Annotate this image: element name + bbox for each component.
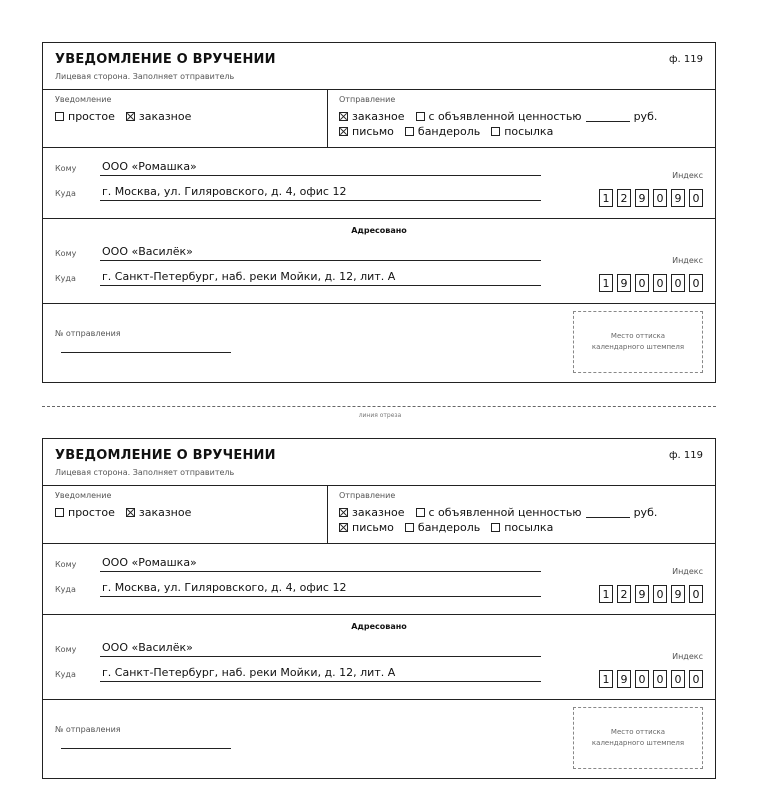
option-small-parcel[interactable] — [405, 125, 480, 138]
index-digit[interactable]: 0 — [689, 585, 703, 603]
shipment-number-section — [43, 699, 715, 779]
index-digit[interactable]: 0 — [671, 274, 685, 292]
addressed-block — [43, 614, 715, 700]
checkbox-parcel[interactable] — [491, 127, 500, 136]
to-label: Кому — [55, 164, 77, 173]
index-digit[interactable]: 0 — [653, 189, 667, 207]
index-digit[interactable]: 0 — [689, 189, 703, 207]
index-digit[interactable]: 1 — [599, 189, 613, 207]
index-digit[interactable]: 9 — [617, 670, 631, 688]
index-digit[interactable]: 9 — [635, 585, 649, 603]
to-field[interactable]: ООО «Ромашка» — [100, 556, 541, 572]
index-label: Индекс — [672, 256, 703, 265]
shipment-label: Отправление — [339, 491, 396, 500]
checkbox-letter[interactable] — [339, 523, 348, 532]
option-parcel-label: посылка — [504, 521, 554, 534]
options-row — [43, 485, 715, 544]
shipment-number-section — [43, 303, 715, 383]
cut-line-label: линия отреза — [358, 412, 402, 419]
option-simple[interactable] — [55, 110, 115, 123]
shipment-number-label: № отправления — [55, 725, 121, 734]
index-label: Индекс — [672, 652, 703, 661]
where-label: Куда — [55, 274, 76, 283]
form-header — [43, 43, 715, 90]
shipment-number-field[interactable] — [61, 748, 231, 749]
index-digit[interactable]: 0 — [653, 585, 667, 603]
option-shipment-registered[interactable] — [339, 506, 405, 519]
index-field[interactable] — [595, 585, 703, 603]
where-label: Куда — [55, 585, 76, 594]
option-letter[interactable] — [339, 125, 394, 138]
index-digit[interactable]: 9 — [617, 274, 631, 292]
option-small-parcel-label: бандероль — [417, 125, 481, 138]
cut-line — [42, 406, 716, 407]
checkbox-letter[interactable] — [339, 127, 348, 136]
index-label: Индекс — [672, 171, 703, 180]
form-number: ф. 119 — [669, 450, 703, 461]
option-parcel-label: посылка — [504, 125, 554, 138]
shipment-type-section — [327, 485, 715, 543]
option-declared-value[interactable] — [416, 506, 582, 519]
index-digit[interactable]: 0 — [689, 670, 703, 688]
to-field[interactable]: ООО «Василёк» — [100, 641, 541, 657]
index-digit[interactable]: 2 — [617, 585, 631, 603]
postmark-area: Место оттиска календарного штемпеля — [573, 311, 703, 373]
to-field[interactable]: ООО «Василёк» — [100, 245, 541, 261]
option-registered-label: заказное — [138, 506, 192, 519]
checkbox-declared-value[interactable] — [416, 508, 425, 517]
index-field[interactable] — [595, 189, 703, 207]
option-simple-label: простое — [68, 506, 115, 519]
checkbox-declared-value[interactable] — [416, 112, 425, 121]
index-digit[interactable]: 9 — [671, 189, 685, 207]
currency-label: руб. — [633, 506, 658, 519]
notification-label: Уведомление — [55, 491, 112, 500]
where-label: Куда — [55, 189, 76, 198]
form-title: УВЕДОМЛЕНИЕ О ВРУЧЕНИИ — [55, 448, 276, 463]
form-number: ф. 119 — [669, 54, 703, 65]
addressed-heading: Адресовано — [351, 622, 407, 631]
checkbox-registered[interactable] — [126, 508, 135, 517]
notification-type-section — [43, 485, 328, 543]
shipment-label: Отправление — [339, 95, 396, 104]
where-field[interactable]: г. Москва, ул. Гиляровского, д. 4, офис 12 — [100, 185, 541, 201]
index-label: Индекс — [672, 567, 703, 576]
option-parcel[interactable] — [491, 125, 553, 138]
option-simple[interactable] — [55, 506, 115, 519]
checkbox-simple[interactable] — [55, 508, 64, 517]
form-subtitle: Лицевая сторона. Заполняет отправитель — [55, 468, 235, 477]
option-registered[interactable] — [126, 506, 192, 519]
option-declared-value-label: с объявленной ценностью — [428, 506, 582, 519]
index-digit[interactable]: 0 — [653, 670, 667, 688]
where-field[interactable]: г. Санкт-Петербург, наб. реки Мойки, д. 12, лит. А — [100, 270, 541, 286]
checkbox-simple[interactable] — [55, 112, 64, 121]
where-field[interactable]: г. Санкт-Петербург, наб. реки Мойки, д. 12, лит. А — [100, 666, 541, 682]
option-shipment-registered[interactable] — [339, 110, 405, 123]
form-header — [43, 439, 715, 486]
checkbox-shipment-registered[interactable] — [339, 508, 348, 517]
option-registered-label: заказное — [138, 110, 192, 123]
index-field[interactable] — [595, 274, 703, 292]
shipment-type-section — [327, 89, 715, 147]
option-declared-value-label: с объявленной ценностью — [428, 110, 582, 123]
form-subtitle: Лицевая сторона. Заполняет отправитель — [55, 72, 235, 81]
checkbox-small-parcel[interactable] — [405, 127, 414, 136]
checkbox-registered[interactable] — [126, 112, 135, 121]
index-digit[interactable]: 9 — [671, 585, 685, 603]
option-letter-label: письмо — [352, 521, 394, 534]
form-title: УВЕДОМЛЕНИЕ О ВРУЧЕНИИ — [55, 52, 276, 67]
index-digit[interactable]: 0 — [653, 274, 667, 292]
index-digit[interactable]: 0 — [635, 670, 649, 688]
option-small-parcel[interactable] — [405, 521, 480, 534]
option-shipment-registered-label: заказное — [352, 506, 405, 519]
sender-address-block — [43, 147, 715, 219]
notification-form-top — [42, 42, 716, 383]
index-digit[interactable]: 1 — [599, 585, 613, 603]
declared-value-field[interactable] — [586, 508, 630, 518]
index-digit[interactable]: 0 — [671, 670, 685, 688]
option-small-parcel-label: бандероль — [417, 521, 481, 534]
option-letter[interactable] — [339, 521, 394, 534]
to-label: Кому — [55, 560, 77, 569]
notification-form-bottom — [42, 438, 716, 779]
to-label: Кому — [55, 249, 77, 258]
declared-value-field[interactable] — [586, 112, 630, 122]
option-declared-value[interactable] — [416, 110, 582, 123]
addressed-heading: Адресовано — [351, 226, 407, 235]
index-digit[interactable]: 1 — [599, 670, 613, 688]
index-field[interactable] — [595, 670, 703, 688]
index-digit[interactable]: 9 — [635, 189, 649, 207]
index-digit[interactable]: 0 — [689, 274, 703, 292]
checkbox-shipment-registered[interactable] — [339, 112, 348, 121]
option-shipment-registered-label: заказное — [352, 110, 405, 123]
where-field[interactable]: г. Москва, ул. Гиляровского, д. 4, офис 12 — [100, 581, 541, 597]
shipment-number-label: № отправления — [55, 329, 121, 338]
option-registered[interactable] — [126, 110, 192, 123]
index-digit[interactable]: 2 — [617, 189, 631, 207]
addressed-block — [43, 218, 715, 304]
notification-label: Уведомление — [55, 95, 112, 104]
currency-label: руб. — [633, 110, 658, 123]
index-digit[interactable]: 1 — [599, 274, 613, 292]
sender-address-block — [43, 543, 715, 615]
option-parcel[interactable] — [491, 521, 553, 534]
option-simple-label: простое — [68, 110, 115, 123]
index-digit[interactable]: 0 — [635, 274, 649, 292]
to-field[interactable]: ООО «Ромашка» — [100, 160, 541, 176]
postmark-area: Место оттиска календарного штемпеля — [573, 707, 703, 769]
to-label: Кому — [55, 645, 77, 654]
shipment-number-field[interactable] — [61, 352, 231, 353]
option-letter-label: письмо — [352, 125, 394, 138]
where-label: Куда — [55, 670, 76, 679]
notification-type-section — [43, 89, 328, 147]
checkbox-small-parcel[interactable] — [405, 523, 414, 532]
options-row — [43, 89, 715, 148]
checkbox-parcel[interactable] — [491, 523, 500, 532]
